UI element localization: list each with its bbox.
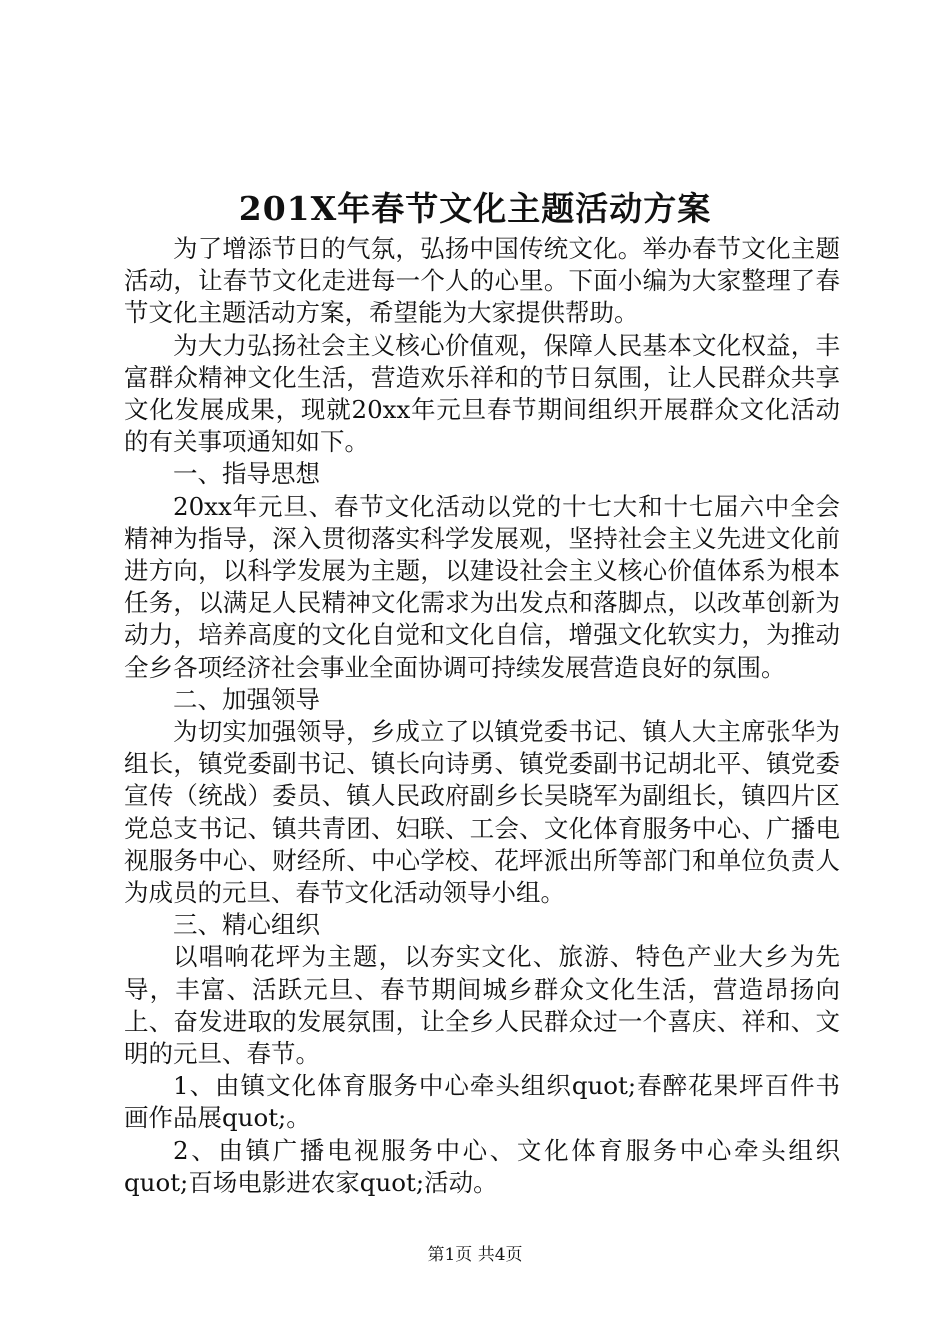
paragraph-organization: 以唱响花坪为主题，以夯实文化、旅游、特色产业大乡为先导，丰富、活跃元旦、春节期间城乡群众文化生活，营造昂扬向上、奋发进取的发展氛围，让全乡人民群众过一个喜庆、祥和、文明的元旦、春节。 (124, 942, 840, 1069)
paragraph-leadership: 为切实加强领导，乡成立了以镇党委书记、镇人大主席张华为组长，镇党委副书记、镇长向诗勇、镇党委副书记胡北平、镇党委宣传（统战）委员、镇人民政府副乡长吴晓军为副组长，镇四片区党总支书记、镇共青团、妇联、工会、文化体育服务中心、广播电视服务中心、财经所、中心学校、花坪派出所等部门和单位负责人为成员的元旦、春节文化活动领导小组。 (124, 717, 840, 908)
paragraph-guiding-ideology: 20xx年元旦、春节文化活动以党的十七大和十七届六中全会精神为指导，深入贯彻落实科学发展观，坚持社会主义先进文化前进方向，以科学发展为主题，以建设社会主义核心价值体系为根本任务，以满足人民精神文化需求为出发点和落脚点，以改革创新为动力，培养高度的文化自觉和文化自信，增强文化软实力，为推动全乡各项经济社会事业全面协调可持续发展营造良好的氛围。 (124, 491, 840, 682)
list-item-film-activity: 2、由镇广播电视服务中心、文化体育服务中心牵头组织quot;百场电影进农家quot;活动。 (124, 1135, 840, 1197)
list-item-calligraphy-exhibition: 1、由镇文化体育服务中心牵头组织quot;春醉花果坪百件书画作品展quot;。 (124, 1071, 840, 1133)
paragraph-intro: 为了增添节日的气氛，弘扬中国传统文化。举办春节文化主题活动，让春节文化走进每一个人的心里。下面小编为大家整理了春节文化主题活动方案，希望能为大家提供帮助。 (124, 234, 840, 328)
section-heading-organization: 三、精心组织 (173, 910, 320, 940)
page-number-footer: 第1页 共4页 (427, 1245, 523, 1265)
paragraph-notice: 为大力弘扬社会主义核心价值观，保障人民基本文化权益，丰富群众精神文化生活，营造欢乐祥和的节日氛围，让人民群众共享文化发展成果，现就20xx年元旦春节期间组织开展群众文化活动的有关事项通知如下。 (124, 330, 840, 457)
section-heading-guiding-ideology: 一、指导思想 (173, 459, 320, 489)
section-heading-leadership: 二、加强领导 (173, 684, 320, 714)
document-body (124, 233, 840, 1199)
document-title: 201X年春节文化主题活动方案 (238, 189, 712, 228)
